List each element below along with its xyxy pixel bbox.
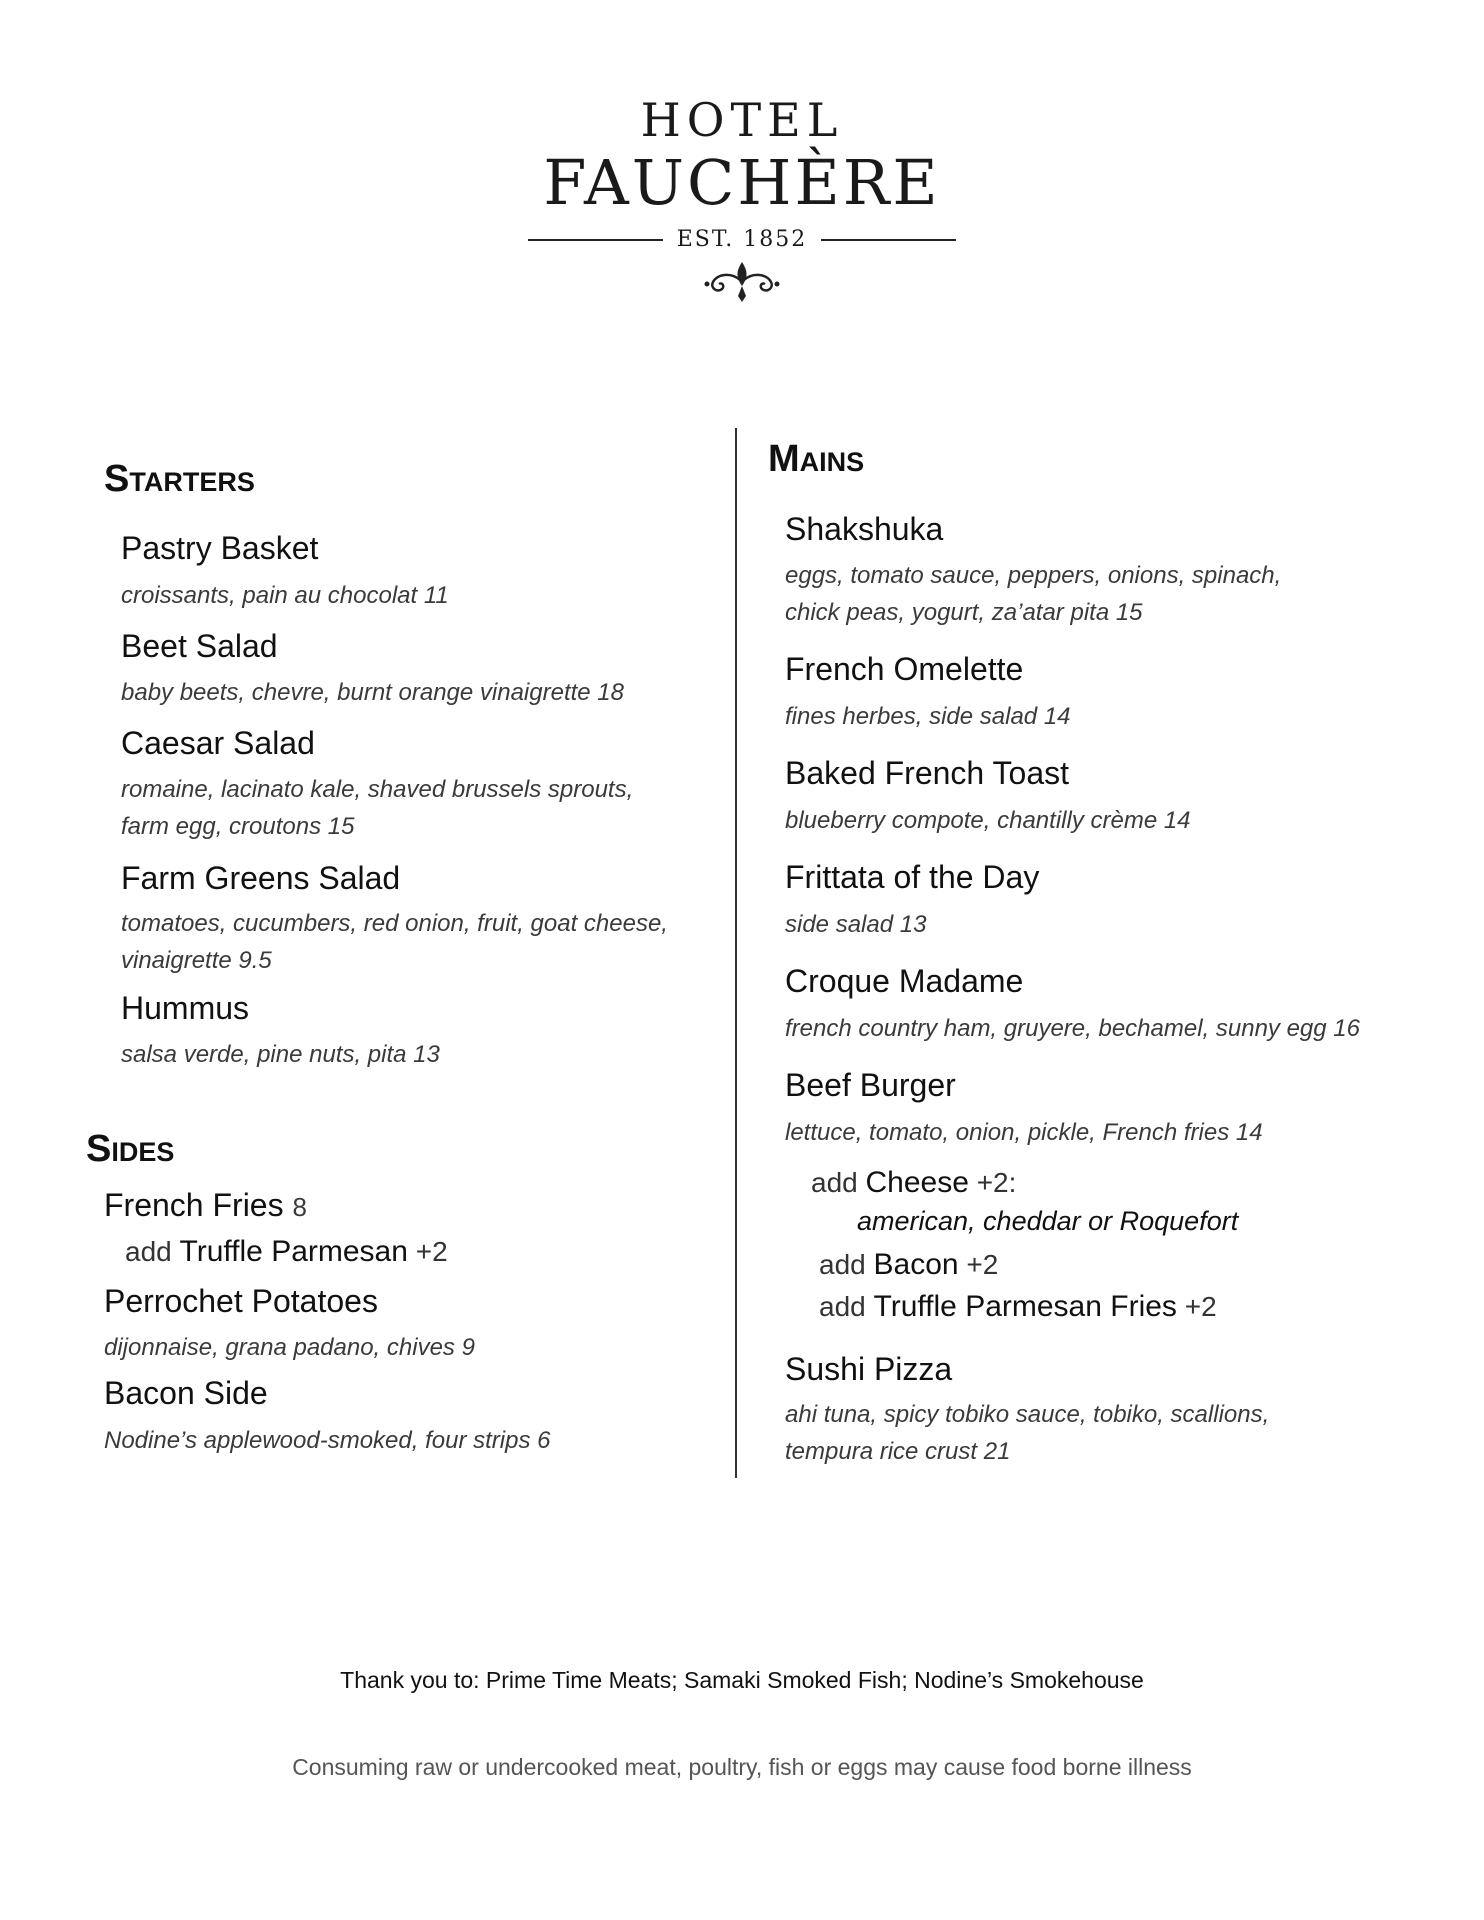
- main-item-desc: blueberry compote, chantilly crème 14: [785, 807, 1191, 834]
- starter-item-desc: romaine, lacinato kale, shaved brussels sprouts,: [121, 776, 634, 803]
- burger-addon-fries: [819, 1290, 1217, 1324]
- hotel-logo: [0, 95, 1484, 304]
- main-item-desc: ahi tuna, spicy tobiko sauce, tobiko, scallions,: [785, 1401, 1270, 1428]
- addon-price: +2: [415, 1236, 448, 1267]
- main-item-desc: french country ham, gruyere, bechamel, sunny egg 16: [785, 1015, 1360, 1042]
- addon-name: Bacon: [873, 1248, 959, 1281]
- addon-name: Truffle Parmesan Fries: [873, 1290, 1177, 1323]
- logo-rule-right: [821, 239, 956, 241]
- side-item-name: Bacon Side: [104, 1375, 268, 1411]
- addon-price: +2: [966, 1249, 999, 1280]
- starter-item-desc: salsa verde, pine nuts, pita 13: [121, 1041, 440, 1068]
- main-item-desc: side salad 13: [785, 911, 927, 938]
- main-item-name: Frittata of the Day: [785, 859, 1040, 895]
- addon-name: Cheese: [865, 1166, 969, 1199]
- column-divider: [735, 428, 737, 1478]
- addon-price: +2:: [976, 1167, 1017, 1198]
- addon-name: Truffle Parmesan: [179, 1235, 408, 1268]
- logo-est-text: EST. 1852: [676, 227, 808, 252]
- main-item-desc: lettuce, tomato, onion, pickle, French fries 14: [785, 1119, 1263, 1146]
- addon-prefix: add: [125, 1236, 172, 1267]
- main-item-name: Baked French Toast: [785, 755, 1070, 791]
- footer-thanks: Thank you to: Prime Time Meats; Samaki Smoked Fish; Nodine’s Smokehouse: [340, 1667, 1144, 1693]
- main-item-name: Sushi Pizza: [785, 1351, 953, 1387]
- logo-name-text: FAUCHÈRE: [543, 146, 941, 219]
- addon-price: +2: [1184, 1291, 1217, 1322]
- mains-heading: Mains: [768, 438, 865, 480]
- main-item-desc: tempura rice crust 21: [785, 1438, 1011, 1465]
- logo-hotel-text: HOTEL: [640, 93, 844, 147]
- addon-prefix: add: [819, 1249, 866, 1280]
- addon-prefix: add: [811, 1167, 858, 1198]
- side-item-label: French Fries: [104, 1187, 284, 1223]
- side-item-desc: Nodine’s applewood-smoked, four strips 6: [104, 1427, 551, 1454]
- side-item-name: Perrochet Potatoes: [104, 1283, 378, 1319]
- starter-item-name: Farm Greens Salad: [121, 860, 401, 896]
- burger-addon-cheese: [811, 1166, 1016, 1200]
- starter-item-desc: farm egg, croutons 15: [121, 813, 355, 840]
- starter-item-desc: croissants, pain au chocolat 11: [121, 582, 449, 609]
- starter-item-desc: baby beets, chevre, burnt orange vinaigrette 18: [121, 679, 624, 706]
- main-item-name: French Omelette: [785, 651, 1024, 687]
- main-item-name: Croque Madame: [785, 963, 1024, 999]
- footer-warning: Consuming raw or undercooked meat, poultry, fish or eggs may cause food borne illness: [292, 1754, 1192, 1780]
- starters-heading: Starters: [104, 458, 255, 500]
- main-item-name: Beef Burger: [785, 1067, 956, 1103]
- logo-est-row: [0, 227, 1484, 252]
- cheese-options: american, cheddar or Roquefort: [857, 1206, 1239, 1236]
- starter-item-name: Beet Salad: [121, 628, 278, 664]
- starter-item-name: Hummus: [121, 990, 250, 1026]
- main-item-desc: chick peas, yogurt, za’atar pita 15: [785, 599, 1143, 626]
- addon-prefix: add: [819, 1291, 866, 1322]
- main-item-desc: eggs, tomato sauce, peppers, onions, spinach,: [785, 562, 1282, 589]
- side-item-desc: dijonnaise, grana padano, chives 9: [104, 1334, 475, 1361]
- sides-heading: Sides: [86, 1128, 175, 1170]
- burger-addon-bacon: [819, 1248, 998, 1282]
- starter-item-name: Caesar Salad: [121, 725, 315, 761]
- starter-item-desc: vinaigrette 9.5: [121, 947, 272, 974]
- logo-rule-left: [528, 239, 663, 241]
- fleur-de-lis-scroll-icon: [0, 258, 1484, 304]
- main-item-name: Shakshuka: [785, 511, 944, 547]
- side-item-price: 8: [292, 1192, 307, 1222]
- side-item-name: [104, 1187, 307, 1224]
- starter-item-name: Pastry Basket: [121, 530, 319, 566]
- main-item-desc: fines herbes, side salad 14: [785, 703, 1071, 730]
- starter-item-desc: tomatoes, cucumbers, red onion, fruit, goat cheese,: [121, 910, 668, 937]
- side-addon: [125, 1235, 448, 1269]
